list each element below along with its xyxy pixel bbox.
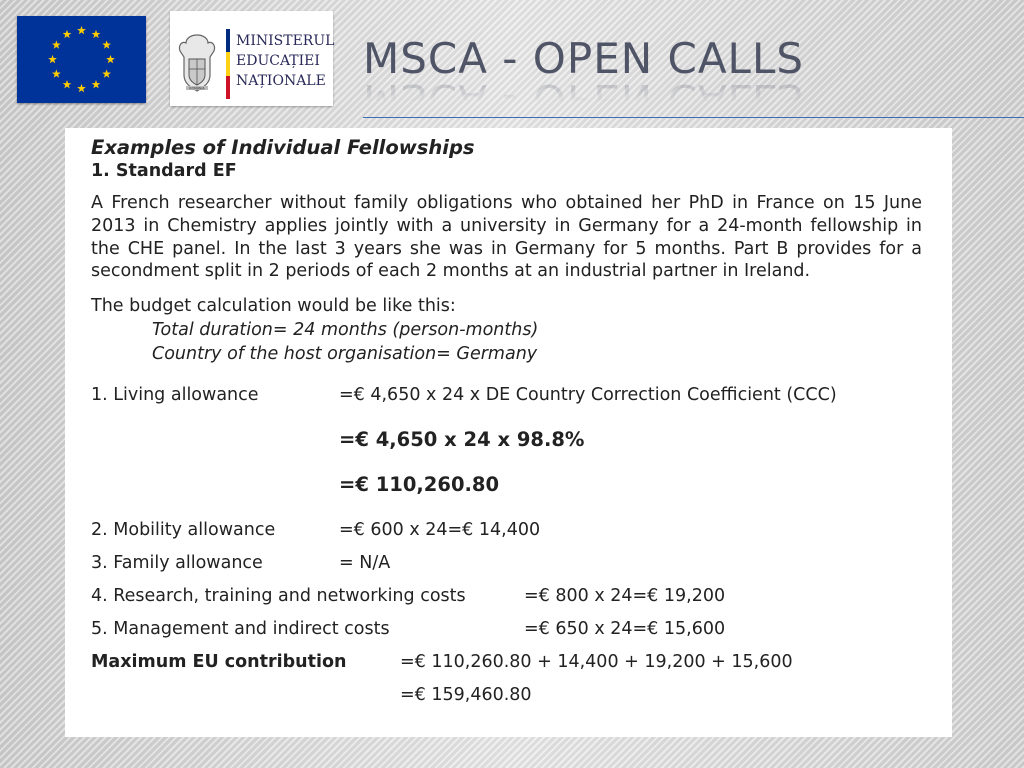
- ministry-line-2: EDUCAȚIEI: [236, 53, 320, 69]
- eu-flag-icon: [17, 16, 146, 103]
- slide-title: MSCA - OPEN CALLS: [363, 34, 805, 83]
- eu-stars-icon: [17, 16, 146, 103]
- budget-value: =€ 600 x 24=€ 14,400: [339, 520, 541, 541]
- budget-row-living-total: [91, 474, 922, 519]
- ministry-line-1: MINISTERUL: [236, 33, 335, 49]
- coat-of-arms-icon: [176, 31, 218, 93]
- budget-row-living: [91, 384, 922, 429]
- ministry-name: [236, 31, 334, 91]
- title-divider: [363, 117, 1024, 118]
- budget-row-mobility: [91, 519, 922, 552]
- budget-row-living-ccc: [91, 429, 922, 474]
- ministry-logo: [170, 11, 333, 106]
- budget-value: = N/A: [339, 553, 391, 574]
- budget-row-max-contribution-total: [91, 684, 922, 717]
- budget-row-research: [91, 585, 922, 618]
- content-panel: [65, 128, 952, 737]
- assumption-host-country: Country of the host organisation= Germany: [152, 344, 538, 365]
- scenario-paragraph: A French researcher without family obligations who obtained her PhD in France on 15 June 2013 in Chemistry applies jointly with a university in Germany for a 24-month fellowship in the CHE panel. In the last 3 years she was in Germany for 5 months. Part B provides for a secondment split in 2 periods of each 2 months at an industrial partner in Ireland.: [91, 193, 922, 282]
- budget-label: 5. Management and indirect costs: [91, 619, 390, 640]
- romania-flag-bar: [226, 29, 230, 99]
- budget-value: =€ 4,650 x 24 x DE Country Correction Coefficient (CCC): [339, 385, 837, 406]
- budget-value: =€ 4,650 x 24 x 98.8%: [339, 428, 585, 452]
- budget-label: 4. Research, training and networking costs: [91, 586, 466, 607]
- budget-intro: The budget calculation would be like this:: [91, 296, 456, 317]
- budget-value: =€ 110,260.80 + 14,400 + 19,200 + 15,600: [400, 652, 793, 673]
- budget-label: 2. Mobility allowance: [91, 520, 276, 541]
- crest-caption: ROMANIA: [189, 86, 205, 91]
- budget-value: =€ 650 x 24=€ 15,600: [524, 619, 726, 640]
- budget-row-max-contribution: [91, 651, 922, 684]
- budget-row-family: [91, 552, 922, 585]
- budget-row-management: [91, 618, 922, 651]
- subsection-heading: 1. Standard EF: [91, 161, 237, 181]
- budget-label: Maximum EU contribution: [91, 652, 347, 673]
- budget-label: 1. Living allowance: [91, 385, 259, 406]
- section-heading: Examples of Individual Fellowships: [91, 136, 475, 159]
- budget-value: =€ 159,460.80: [400, 685, 532, 706]
- budget-value: =€ 800 x 24=€ 19,200: [524, 586, 726, 607]
- budget-value: =€ 110,260.80: [339, 473, 500, 497]
- ministry-line-3: NAȚIONALE: [236, 73, 326, 89]
- assumption-duration: Total duration= 24 months (person-months): [152, 320, 539, 341]
- budget-label: 3. Family allowance: [91, 553, 263, 574]
